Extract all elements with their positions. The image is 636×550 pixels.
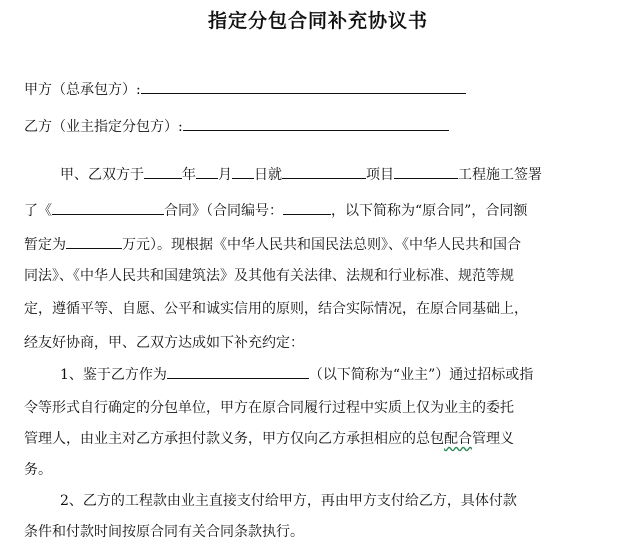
party-b-label: 乙方（业主指定分包方）: bbox=[24, 119, 183, 135]
party-a-blank[interactable] bbox=[141, 78, 466, 94]
p2-line-1 bbox=[60, 363, 533, 385]
p2-text: 1、鉴于乙方作为 bbox=[60, 367, 167, 383]
p1-text: 日就 bbox=[254, 167, 282, 183]
p2-line-2: 令等形式自行确定的分包单位，甲方在原合同履行过程中实质上仅为业主的委托 bbox=[24, 400, 514, 416]
p1-text: 暂定为 bbox=[24, 237, 66, 253]
party-a-line bbox=[24, 78, 466, 100]
p1-line-4: 同法》、《中华人民共和国建筑法》及其他有关法律、法规和行业标准、规范等规 bbox=[24, 268, 514, 284]
engineering-blank[interactable] bbox=[394, 163, 458, 179]
p1-text: 了《 bbox=[24, 203, 52, 219]
p2-text: 管理义 bbox=[472, 431, 514, 447]
p1-text: 月 bbox=[218, 167, 232, 183]
p1-text: 年 bbox=[182, 167, 196, 183]
p1-line-5: 定，遵循平等、自愿、公平和诚实信用的原则，结合实际情况，在原合同基础上， bbox=[24, 301, 528, 317]
p1-line-3 bbox=[24, 233, 521, 255]
owner-blank[interactable] bbox=[167, 363, 309, 379]
amount-blank[interactable] bbox=[66, 233, 122, 249]
p2-text: 管理人，由业主对乙方承担付款义务，甲方仅向乙方承担相应的总包 bbox=[24, 431, 444, 447]
contract-name-blank[interactable] bbox=[52, 199, 164, 215]
contract-number-blank[interactable] bbox=[283, 199, 331, 215]
p1-line-1 bbox=[60, 163, 542, 185]
document-title: 指定分包合同补充协议书 bbox=[207, 10, 428, 32]
p2-line-3 bbox=[24, 429, 514, 449]
p1-text: 项目 bbox=[366, 167, 394, 183]
year-blank[interactable] bbox=[144, 163, 182, 179]
p1-text: 甲、乙双方于 bbox=[60, 167, 144, 183]
party-b-blank[interactable] bbox=[183, 115, 449, 131]
party-b-line bbox=[24, 115, 449, 137]
p3-line-1: 2、乙方的工程款由业主直接支付给甲方，再由甲方支付给乙方，具体付款 bbox=[60, 493, 517, 509]
p2-text: （以下简称为“业主”）通过招标或指 bbox=[308, 367, 534, 383]
p3-line-2: 条件和付款时间按原合同有关合同条款执行。 bbox=[24, 524, 304, 540]
p1-text: ，以下简称为“原合同”，合同额 bbox=[331, 203, 528, 219]
p1-text: 万元）。现根据《中华人民共和国民法总则》、《中华人民共和国合 bbox=[122, 237, 521, 253]
p1-line-2 bbox=[24, 199, 527, 221]
p1-text: 合同》（合同编号： bbox=[164, 203, 283, 219]
p2-spellcheck-word: 配合 bbox=[444, 431, 472, 447]
day-blank[interactable] bbox=[232, 163, 254, 179]
month-blank[interactable] bbox=[196, 163, 218, 179]
party-a-label: 甲方（总承包方）: bbox=[24, 82, 141, 98]
p1-line-6: 经友好协商，甲、乙双方达成如下补充约定： bbox=[24, 335, 304, 351]
p1-text: 工程施工签署 bbox=[458, 167, 542, 183]
project-blank[interactable] bbox=[282, 163, 366, 179]
p2-line-4: 务。 bbox=[24, 462, 52, 478]
